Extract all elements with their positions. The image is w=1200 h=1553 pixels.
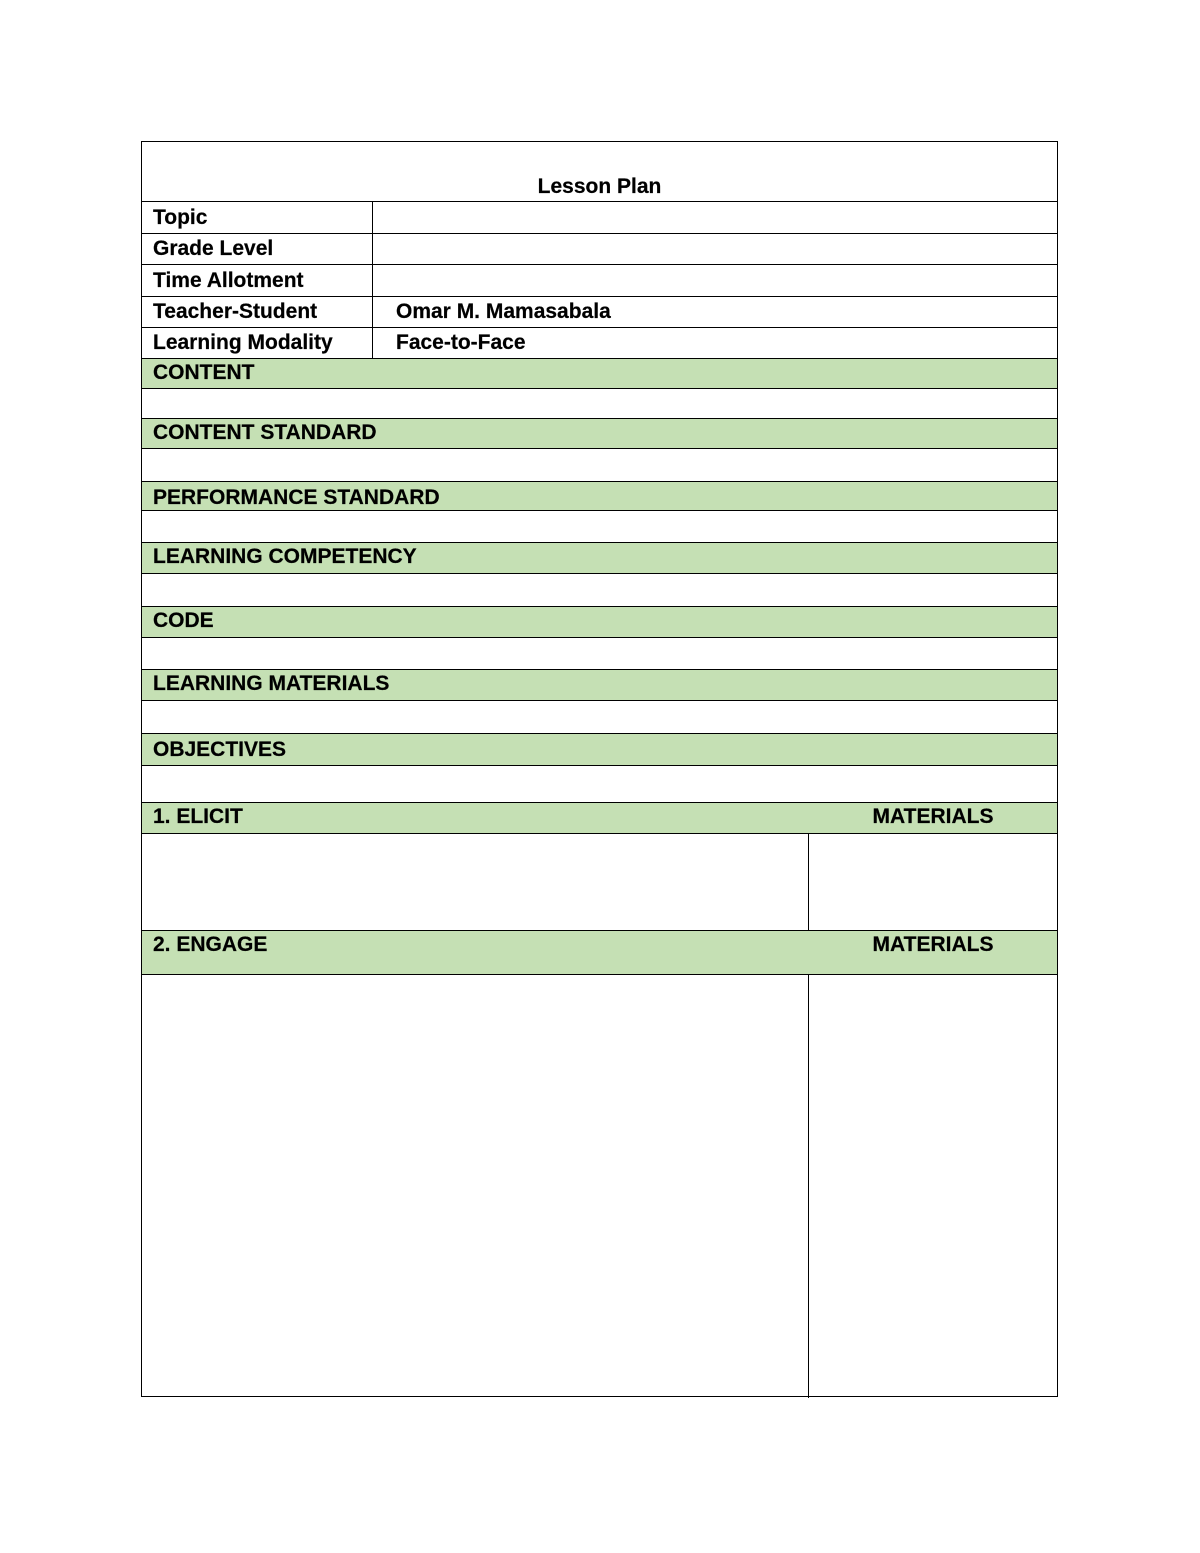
time-allotment-label: Time Allotment — [153, 269, 304, 292]
phase-body-elicit[interactable] — [142, 834, 1057, 930]
section-header-content — [142, 358, 1057, 389]
section-header-code — [142, 606, 1057, 638]
section-header-performance-standard — [142, 481, 1057, 511]
section-body-code[interactable] — [142, 638, 1057, 669]
phase-label: 2. ENGAGE — [153, 933, 268, 956]
phase-header-engage — [142, 930, 1057, 975]
teacher-student-label: Teacher-Student — [153, 300, 318, 323]
grade-level-label: Grade Level — [153, 237, 274, 260]
section-body-objectives[interactable] — [142, 766, 1057, 802]
lesson-plan-form — [141, 141, 1058, 1397]
section-body-learning-competency[interactable] — [142, 574, 1057, 606]
phase-header-elicit — [142, 802, 1057, 834]
section-body-learning-materials[interactable] — [142, 701, 1057, 733]
topic-label: Topic — [153, 206, 208, 229]
section-header-content-standard — [142, 418, 1057, 449]
phase-label: 1. ELICIT — [153, 805, 243, 828]
learning-modality-label: Learning Modality — [153, 331, 333, 354]
section-label: CONTENT STANDARD — [153, 421, 377, 444]
section-label: CONTENT — [153, 361, 255, 384]
section-label: OBJECTIVES — [153, 738, 287, 761]
section-label: PERFORMANCE STANDARD — [153, 486, 440, 509]
materials-label: MATERIALS — [872, 933, 994, 956]
teacher-student-value[interactable]: Omar M. Mamasabala — [396, 300, 611, 323]
section-label: CODE — [153, 609, 214, 632]
section-body-performance-standard[interactable] — [142, 511, 1057, 542]
section-header-objectives — [142, 733, 1057, 766]
section-header-learning-materials — [142, 669, 1057, 701]
phase-body-engage[interactable] — [142, 975, 1057, 1396]
page-title: Lesson Plan — [537, 175, 662, 198]
learning-modality-value[interactable]: Face-to-Face — [396, 331, 526, 354]
section-label: LEARNING MATERIALS — [153, 672, 390, 695]
section-body-content-standard[interactable] — [142, 449, 1057, 481]
section-body-content[interactable] — [142, 389, 1057, 418]
section-label: LEARNING COMPETENCY — [153, 545, 417, 568]
materials-label: MATERIALS — [872, 805, 994, 828]
section-header-learning-competency — [142, 542, 1057, 574]
